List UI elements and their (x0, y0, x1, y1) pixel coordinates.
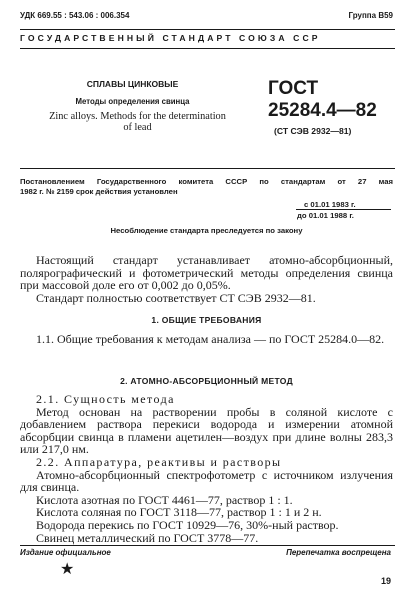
document-subtitle: Методы определения свинца (75, 97, 190, 106)
section1-body (20, 333, 393, 346)
page-number: 19 (380, 576, 391, 586)
gost-number: 25284.4—82 (268, 100, 377, 121)
subsection-2-1-text: Метод основан на растворении пробы в соляной кислоте с добавлением раствора перекиси водорода и измерении атомной абсорбции свинца в пламени ацетилен—воздух при длине волны 283,3 или 217,0 нм. (20, 404, 393, 457)
star-icon: ★ (60, 561, 75, 578)
english-title (20, 111, 255, 133)
banner-rule (20, 48, 395, 49)
reagent-item: Свинец металлический по ГОСТ 3778—77. (36, 530, 259, 545)
section1-heading: 1. ОБЩИЕ ТРЕБОВАНИЯ (151, 315, 262, 325)
section2-heading: 2. АТОМНО-АБСОРБЦИОННЫЙ МЕТОД (120, 376, 293, 386)
udk-code: УДК 669.55 : 543.06 : 006.354 (20, 11, 130, 20)
footer-rule (20, 545, 395, 546)
subsection-2-2-text: Атомно-абсорбционный спектрофотометр с источником излучения для свинца. (20, 467, 393, 495)
validity-rule (296, 209, 391, 210)
reprint-prohibited: Перепечатка воспрещена (286, 548, 391, 557)
intro-compliance-text: Стандарт полностью соответствует СТ СЭВ 2932—81. (36, 290, 316, 305)
reagent-item: Кислота соляная по ГОСТ 3118—77, раствор 1 : 1 и 2 н. (36, 505, 322, 520)
compliance-note: Несоблюдение стандарта преследуется по закону (110, 226, 303, 235)
top-rule (20, 29, 395, 30)
section2-body (20, 393, 393, 544)
reagent-item: Водорода перекись по ГОСТ 10929—76, 30%-ный раствор. (36, 517, 339, 532)
validity-to: до 01.01 1988 г. (297, 211, 354, 220)
english-title-line1: Zinc alloys. Methods for the determination (49, 111, 226, 122)
validity-from: с 01.01 1983 г. (304, 200, 356, 209)
state-standard-banner: ГОСУДАРСТВЕННЫЙ СТАНДАРТ СОЮЗА ССР (20, 33, 321, 43)
decree-line1: Постановлением Государственного комитета СССР по стандартам от 27 мая (20, 177, 393, 186)
subsection-2-2-title: 2.2. Аппаратура, реактивы и растворы (36, 454, 282, 469)
intro-text: Настоящий стандарт устанавливает атомно-абсорбционный, полярографический и фотометрический методы определения свинца при массовой доле его от 0,002 до 0,05%. (20, 253, 393, 293)
gost-label: ГОСТ (268, 78, 319, 99)
cmea-number: (СТ СЭВ 2932—81) (274, 126, 352, 136)
reagent-item: Кислота азотная по ГОСТ 4461—77, раствор 1 : 1. (36, 492, 293, 507)
english-title-line2: of lead (123, 122, 152, 133)
document-title: СПЛАВЫ ЦИНКОВЫЕ (86, 79, 179, 89)
section1-paragraph: 1.1. Общие требования к методам анализа — по ГОСТ 25284.0—82. (36, 332, 385, 346)
decree-line2: 1982 г. № 2159 срок действия установлен (20, 187, 178, 196)
intro-paragraph (20, 254, 393, 304)
official-edition: Издание официальное (20, 548, 111, 557)
subsection-2-1-title: 2.1. Сущность метода (36, 392, 175, 406)
title-rule (20, 168, 395, 169)
group-code: Группа В59 (348, 11, 393, 20)
